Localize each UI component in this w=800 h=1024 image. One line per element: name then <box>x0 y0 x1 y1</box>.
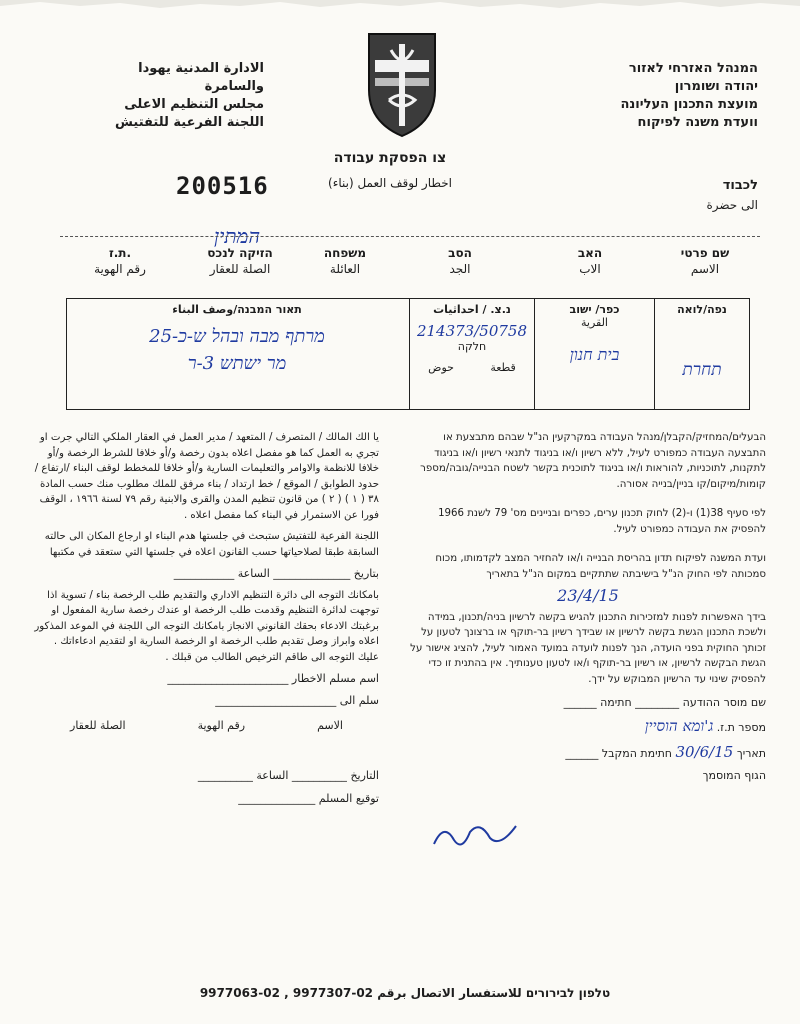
footer-contact: טלפון לבירורים للاستفسار الاتصال برقم 02-9977307 , 02-9977063 <box>199 986 611 1000</box>
header-ar-line: اللجنة الفرعية للتفتيش <box>115 115 264 130</box>
field-label-he: הסב <box>448 246 472 260</box>
ar-delivered-to: سلم الى ______________________ <box>215 693 379 707</box>
field-label-ar: رقم الهوية <box>94 262 146 276</box>
header-he-line: וועדת משנה לפיקוח <box>637 115 758 130</box>
header-he-line: יהודה ושומרון <box>674 79 758 94</box>
body-he-paragraph: ועדת המשנה לפיקוח תדון בהריסת הבנייה ו/או להחזיר המצב לקדמותו, מכוח סמכותה לפי החוק הנ"ל בישיבתה שתתקיים במקום הנ"ל בתאריך <box>435 553 766 580</box>
he-notifier-name: שם מוסר ההודעה ________ חתימה ______ <box>563 696 766 709</box>
field-id-number <box>65 245 175 277</box>
field-label-he: הזיקה לנכס <box>207 246 273 260</box>
body-hebrew-column <box>410 430 766 783</box>
cell-header: תאור המבנה/وصف البناء <box>172 303 302 316</box>
ar-notifier-name: اسم مسلم الاخطار ______________________ <box>167 672 379 685</box>
cell-sublabel: قطعة <box>490 361 516 374</box>
field-father <box>540 245 640 277</box>
handwritten-building-line1: מרתף מבה ובהל ש-כ-25 <box>149 326 325 347</box>
label: توقيع المسلم <box>318 792 379 805</box>
cell-header: נפה/לואה <box>677 303 727 316</box>
field-label-ar: الاسم <box>690 262 720 276</box>
label: رقم الهوية <box>197 719 246 732</box>
field-label-he: ת.ז. <box>108 246 132 260</box>
cell-subheader: חלקה <box>457 340 487 353</box>
addressee-arabic: الى حضرة <box>706 198 758 212</box>
handwritten-area: תחרת <box>682 360 722 380</box>
field-label-ar: الصلة للعقار <box>209 262 271 276</box>
title-hebrew: צו הפסקת עבודה <box>333 150 447 166</box>
label: الاسم <box>317 719 343 732</box>
emblem-shield-icon <box>365 30 439 140</box>
body-ar-paragraph: يا الك المالك / المتصرف / المتعهد / مدير العمل في العقار الملكي التالي جرت او تجري به العمل كما هو مفصل اعلاه بدون رخصة و/أو خلافا للشرط الرخصة و/أو خلافا للانظمة والاوامر والتعليمات السارية و/أو خلافا للمخطط لوقف البناء /ارتفاع / حدود الطوابق / الموقع / خط ارتداد / بناء مرفق للملك مطلوب منك حسب المادة ٣٨ ( ١ ) ( ٢ ) من قانون تنظيم المدن والقرى والابنية رقم ٧٩ لسنة ١٩٦٦ ، الوقف فورا عن الاستمرار في البناء كما مفصل اعلاه . <box>34 432 379 521</box>
label: التاريخ <box>350 768 379 782</box>
header-ar-line: والسامرة <box>204 79 264 94</box>
handwritten-signature-date: 30/6/15 <box>675 743 734 761</box>
label: תאריך <box>736 747 766 760</box>
body-he-paragraph: הבעלים/המחזיק/הקבלן/מנהל העבודה במקרקעין הנ"ל שבהם מתבצעת או התבצעה העבודה כמפורט לעיל, ללא רשיון ו/או בניגוד לתנאי רשיון ו/או בניגוד לתקנות, לתוכניות, להוראות ו/או בניגוד לתוכנית בקשר לשטח הבנייה/גובה/מספר קומות/מיקום/קו בניין/בנייה אסורה. <box>420 432 766 490</box>
header-hebrew <box>498 60 758 132</box>
header-he-line: מועצת התכנון העליונה <box>620 97 758 112</box>
ar-cols <box>34 718 379 734</box>
body-ar-paragraph: اللجنة الفرعية للتفتيش ستبحث في جلستها هدم البناء او ارجاع المكان الى حالته السابقة طبقا لصلاحياتها حسب القانون اعلاه في جلستها التي ستعقد في مكتبها <box>44 531 379 558</box>
location-table <box>66 298 750 410</box>
field-label-ar: العائلة <box>329 262 361 276</box>
label: الساعة <box>256 768 289 782</box>
cell-village <box>534 299 654 409</box>
ar-sign: توقيع المسلم ______________ <box>238 792 379 805</box>
cell-sublabel: حوض <box>428 361 454 374</box>
field-label-ar: الاب <box>579 262 601 276</box>
field-label-he: משפחה <box>323 246 367 260</box>
field-relation <box>185 245 295 277</box>
label: מספר ת.ז. <box>716 720 766 734</box>
field-grandfather <box>410 245 510 277</box>
field-label-ar: الجد <box>449 262 471 276</box>
handwritten-owner-name: המתין <box>214 224 261 248</box>
cell-district <box>654 299 749 409</box>
torn-paper-edge <box>0 0 800 12</box>
document-number: 200516 <box>176 172 269 200</box>
field-family <box>295 245 395 277</box>
personal-fields-row <box>60 245 760 295</box>
he-date-recv: תאריך 30/6/15 חתימת המקבל ______ <box>565 743 766 761</box>
cell-coordinates <box>409 299 534 409</box>
body-he-paragraph-2: בידך האפשרות לפנות למזכירות התכנון להגיש בקשה לרשיון בניה/תכנון, במידה ולשכת התכנון הגשת בקשה לרשיון או שבידך רשיון בר-תוקף או ברצונך לטעון על זכותך החוקית בפני הועדה, הנך לפנות לועדה במועד האמור לעיל, להציג אישור על הגשת הבקשה לרשיון, או רשיון בר-תוקף ו/או לטעון טענותיך. אין בהתנית זו כדי להפסיק שינוי עד הרשיון המבוקש על ידך. <box>410 611 766 685</box>
inspector-signature-icon <box>430 818 520 852</box>
body-he-paragraph: לפי סעיף 38(1) ו-(2) לחוק תכנון ערים, כפרים ובניינים מס' 79 לשנת 1966 להפסיק את העבודה כמפורט לעיל. <box>438 508 766 535</box>
divider <box>60 236 760 237</box>
he-id <box>410 716 766 736</box>
title-arabic: اخطار لوقف العمل (بناء) <box>328 176 452 190</box>
body-ar-paragraph: بامكانك التوجه الى دائرة التنظيم الاداري والتقديم طلب الرخصة بناء / تسوية اذا توجهت لدائرة التنظيم وقدمت طلب الرخصة او عندك رخصة سارية المفعول او برغبتك الادعاء بحقك القانوني الانجاز بامكانك التوجه الى اللجنة في الموعد المذكور اعلاه وابراز وصل تقديم طلب الرخصة او الرخصة السارية او لتقديم ادعاءاتك . عليك التوجه الى طاقم الترخيص الطالب من قبلك . <box>34 589 379 663</box>
label: سلم الى <box>339 693 379 707</box>
label: חתימת המקבל <box>601 747 672 760</box>
handwritten-building-line2: מר ישתש 3-ר <box>187 353 287 374</box>
ar-date-time: التاريخ __________ الساعة __________ <box>197 768 379 782</box>
date-line: بتاريخ ______________ الساعة ___________ <box>173 567 379 580</box>
label: חתימה <box>600 696 632 709</box>
label: שם מוסר ההודעה <box>682 696 766 709</box>
addressee-hebrew: לכבוד <box>722 178 758 193</box>
cell-building-description <box>65 299 409 409</box>
he-closing: הגוף המוסמך <box>702 768 766 782</box>
field-first-name <box>650 245 760 277</box>
header-he-line: המנהל האזרחי לאזור <box>628 61 758 76</box>
cell-subheader: القرية <box>580 316 608 329</box>
handwritten-inspector-name: ג'ומא הוסיין <box>644 716 714 735</box>
field-label-he: האב <box>577 246 603 260</box>
handwritten-coordinates: 214373/50758 <box>416 322 528 340</box>
header-ar-line: مجلس التنظيم الاعلى <box>124 97 264 112</box>
handwritten-date: 23/4/15 <box>557 586 619 605</box>
header-arabic <box>54 60 264 132</box>
body-arabic-column <box>34 430 379 807</box>
handwritten-village: בית חנון <box>569 345 620 364</box>
label: اسم مسلم الاخطار <box>291 672 379 685</box>
cell-sub-row <box>410 361 534 374</box>
label: الصلة للعقار <box>70 719 126 732</box>
header-ar-line: الادارة المدنية يهودا <box>138 61 264 76</box>
cell-header: נ.צ. / احداثيات <box>433 303 511 316</box>
cell-header: כפר/ ישוב <box>569 303 620 316</box>
field-label-he: שם פרטי <box>680 246 730 260</box>
